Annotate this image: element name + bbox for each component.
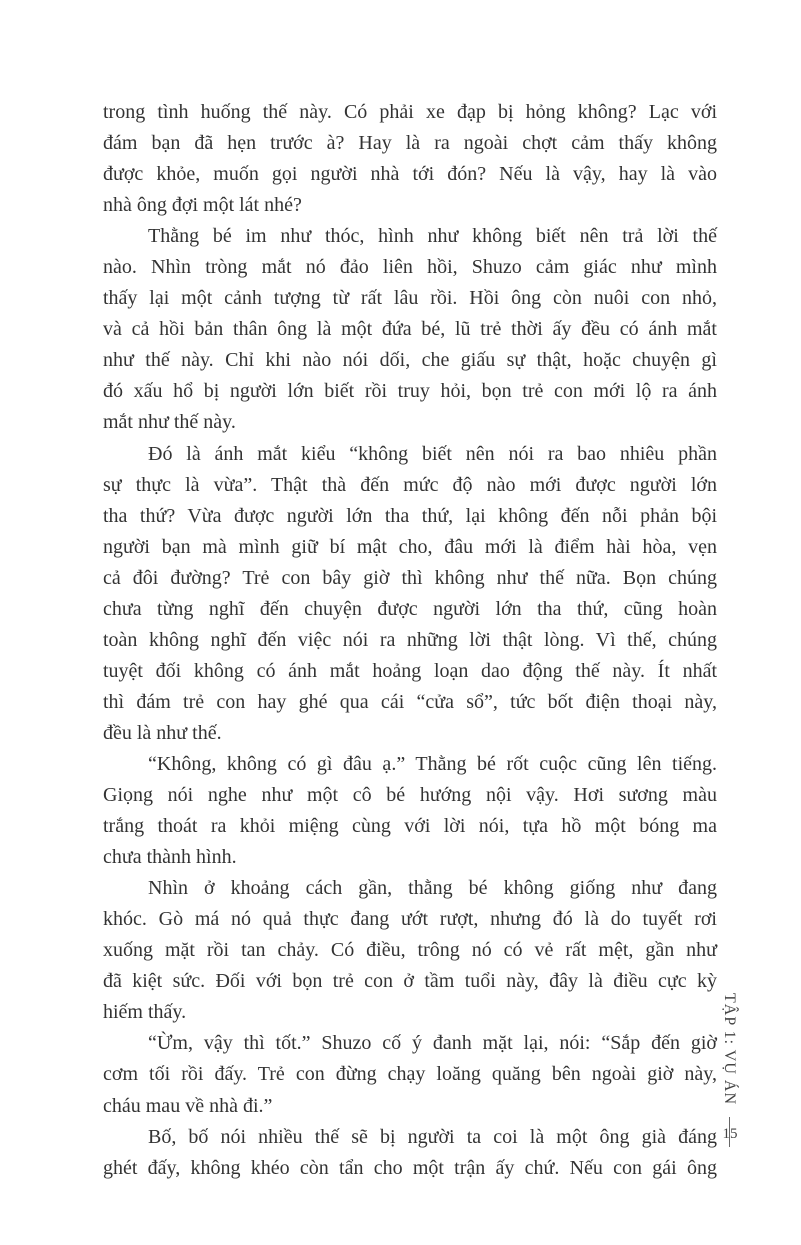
- text-line: như thế này. Chỉ khi nào nói dối, che giấu sự thật, hoặc chuyện gì: [103, 349, 717, 372]
- text-line: đó xấu hổ bị người lớn biết rồi truy hỏi, bọn trẻ con mới lộ ra ánh: [103, 380, 717, 403]
- text-line: người bạn mà mình giữ bí mật cho, đâu mới là điểm hài hòa, vẹn: [103, 535, 717, 558]
- text-line: Bố, bố nói nhiều thế sẽ bị người ta coi là một ông già đáng: [148, 1125, 717, 1148]
- running-head: [716, 985, 742, 1113]
- page-number: 15: [722, 1126, 738, 1142]
- text-line: hiếm thấy.: [103, 1001, 187, 1024]
- text-line: đều là như thế.: [103, 721, 222, 744]
- text-line: được khỏe, muốn gọi người nhà tới đón? Nếu là vậy, hay là vào: [103, 163, 717, 186]
- running-head-text: TẬP 1: VỤ ÁN: [721, 992, 738, 1106]
- text-line: “Ừm, vậy thì tốt.” Shuzo cố ý đanh mặt lại, nói: “Sắp đến giờ: [148, 1032, 717, 1055]
- text-line: nhà ông đợi một lát nhé?: [103, 194, 302, 217]
- text-line: sự thực là vừa”. Thật thà đến mức độ nào mới được người lớn: [103, 473, 717, 496]
- text-line: thấy lại một cảnh tượng từ rất lâu rồi. Hồi ông còn nuôi con nhỏ,: [103, 287, 717, 310]
- text-line: mắt như thế này.: [103, 411, 236, 434]
- text-line: Thằng bé im như thóc, hình như không biết nên trả lời thế: [148, 225, 717, 248]
- text-line: cháu mau về nhà đi.”: [103, 1094, 273, 1117]
- text-line: nào. Nhìn tròng mắt nó đảo liên hồi, Shuzo cảm giác như mình: [103, 256, 717, 279]
- text-line: thì đám trẻ con hay ghé qua cái “cửa sổ”, tức bốt điện thoại này,: [103, 690, 717, 713]
- text-line: chưa thành hình.: [103, 846, 237, 869]
- text-line: Đó là ánh mắt kiểu “không biết nên nói ra bao nhiêu phần: [148, 442, 717, 465]
- text-line: trong tình huống thế này. Có phải xe đạp bị hỏng không? Lạc với: [103, 101, 717, 123]
- text-line: cơm tối rồi đấy. Trẻ con đừng chạy loăng quăng bên ngoài giờ này,: [103, 1063, 717, 1086]
- text-line: ghét đấy, không khéo còn tẩn cho một trận ấy chứ. Nếu con gái ông: [103, 1156, 717, 1179]
- text-line: xuống mặt rồi tan chảy. Có điều, trông nó có vẻ rất mệt, gần như: [103, 939, 717, 962]
- text-line: và cả hồi bản thân ông là một đứa bé, lũ trẻ thời ấy đều có ánh mắt: [103, 318, 717, 341]
- text-line: tha thứ? Vừa được người lớn tha thứ, lại không đến nỗi phản bội: [103, 504, 717, 527]
- text-line: đã kiệt sức. Đối với bọn trẻ con ở tầm tuổi này, đây là điều cực kỳ: [103, 970, 717, 993]
- text-line: đám bạn đã hẹn trước à? Hay là ra ngoài chợt cảm thấy không: [103, 132, 717, 155]
- text-line: khóc. Gò má nó quả thực đang ướt rượt, nhưng đó là do tuyết rơi: [103, 908, 717, 931]
- body-text: [103, 97, 717, 1184]
- text-line: Giọng nói nghe như một cô bé hướng nội vậy. Hơi sương màu: [103, 784, 717, 807]
- text-line: cả đôi đường? Trẻ con bây giờ thì không như thế nữa. Bọn chúng: [103, 566, 717, 589]
- text-line: chưa từng nghĩ đến chuyện được người lớn tha thứ, cũng hoàn: [103, 597, 717, 620]
- text-line: toàn không nghĩ đến việc nói ra những lời thật lòng. Vì thế, chúng: [103, 628, 717, 651]
- text-line: trắng thoát ra khỏi miệng cùng với lời nói, tựa hồ một bóng ma: [103, 815, 717, 838]
- text-line: tuyệt đối không có ánh mắt hoảng loạn dao động thế này. Ít nhất: [103, 659, 717, 682]
- text-line: “Không, không có gì đâu ạ.” Thằng bé rốt cuộc cũng lên tiếng.: [148, 752, 717, 775]
- text-line: Nhìn ở khoảng cách gần, thằng bé không giống như đang: [148, 877, 717, 900]
